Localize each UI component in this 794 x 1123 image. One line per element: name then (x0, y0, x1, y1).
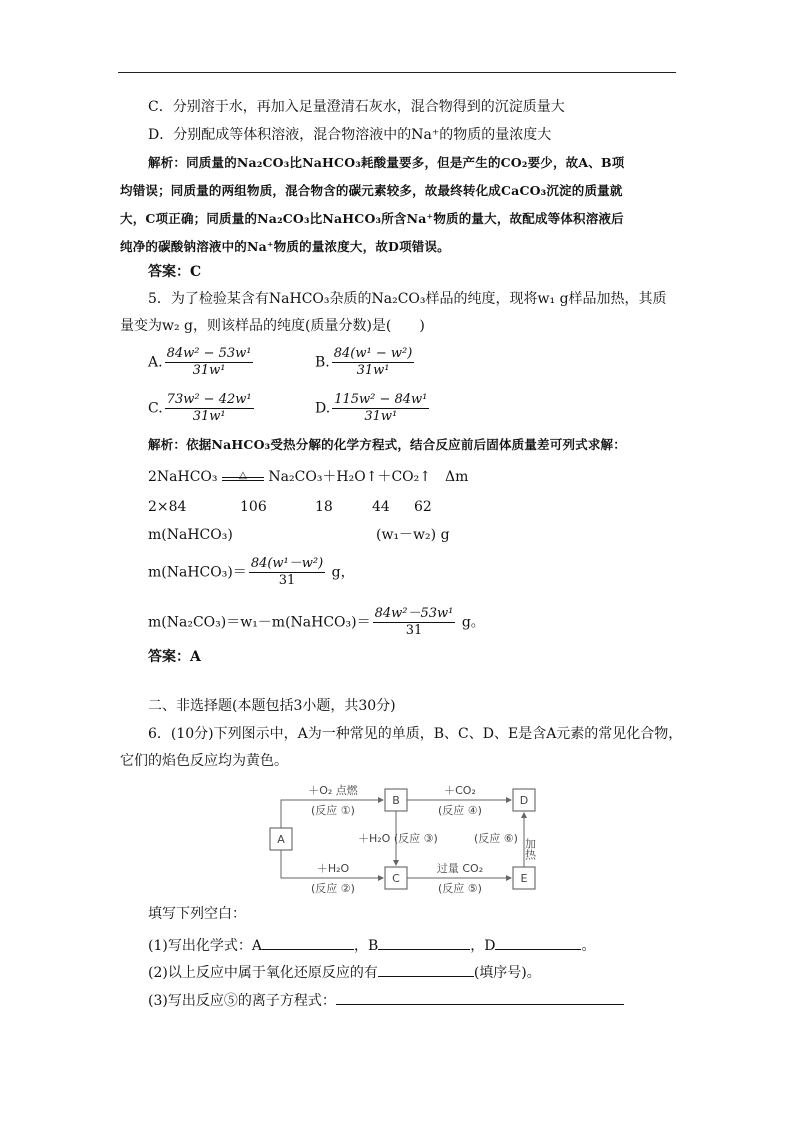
question-6-line-1: 6．(10分)下列图示中，A为一种常见的单质，B、C、D、E是含A元素的常见化合物， (148, 726, 683, 742)
mass-equation-1-fraction: $\frac{\text{84(w¹－w²)}}{31}$ (250, 556, 324, 588)
ratio-2x84: 2×84 (148, 499, 187, 515)
part-3: (3)写出反应⑤的离子方程式： (148, 990, 624, 1010)
solution-4-line-2: 均错误；同质量的两组物质，混合物含的碳元素较多，故最终转化成CaCO₃沉淀的质量就 (120, 183, 623, 198)
label-ab-bottom: (反应 ①) (311, 804, 355, 817)
solution-4-line-4: 纯净的碳酸钠溶液中的Na⁺物质的量浓度大，故D项错误。 (120, 239, 450, 254)
option-5a: A. $\frac{\text{84w² − 53w¹}}{\text{31w¹}}$ (148, 346, 252, 378)
node-a-label: A (277, 833, 285, 846)
ratio-44: 44 (372, 499, 390, 515)
blank-b[interactable] (378, 935, 470, 950)
header-rule (118, 72, 676, 73)
answer-5: 答案：A (148, 649, 201, 665)
node-b-label: B (392, 794, 400, 807)
label-bc: ＋H₂O (反应 ③) (358, 832, 438, 845)
option-5d-fraction: $\frac{\text{115w² − 84w¹}}{\text{31w¹}}$ (334, 392, 428, 424)
solution-4-line-3: 大，C项正确；同质量的Na₂CO₃比NaHCO₃所含Na⁺物质的量大，故配成等体积溶液后 (120, 211, 624, 226)
blank-ionic-equation[interactable] (336, 990, 624, 1005)
answer-4: 答案：C (148, 264, 202, 280)
ratio-106: 106 (240, 499, 267, 515)
node-c-label: C (392, 872, 400, 885)
label-bd-bottom: (反应 ④) (438, 804, 482, 817)
mass-equation-2: m(Na₂CO₃)＝w₁－m(NaHCO₃)＝ $\frac{\text{84w²－53w¹}}{31}$ g。 (148, 606, 485, 638)
blank-redox[interactable] (378, 962, 474, 977)
question-5-line-1: 5．为了检验某含有NaHCO₃杂质的Na₂CO₃样品的纯度，现将w₁ g样品加热，其质 (148, 291, 667, 307)
option-5b-fraction: $\frac{\text{84(w¹ − w²)}}{\text{31w¹}}$ (333, 346, 413, 378)
ratio-18: 18 (315, 499, 333, 515)
decomposition-equation: 2NaHCO₃ △ Na₂CO₃＋H₂O↑＋CO₂↑ Δm (148, 469, 469, 485)
label-ac-top: ＋H₂O (316, 862, 350, 875)
option-5a-fraction: $\frac{\text{84w² − 53w¹}}{\text{31w¹}}$ (166, 346, 252, 378)
section-heading: 二、非选择题(本题包括3小题，共30分) (148, 698, 396, 714)
fill-instruction: 填写下列空白： (148, 906, 246, 922)
label-ce-bottom: (反应 ⑤) (438, 882, 482, 894)
blank-d[interactable] (495, 935, 581, 950)
node-e-label: E (520, 872, 528, 885)
heat-condition: △ (222, 477, 264, 486)
blank-a[interactable] (262, 935, 354, 950)
option-d: D．分别配成等体积溶液，混合物溶液中的Na⁺的物质的量浓度大 (148, 127, 552, 143)
label-ac-bottom: (反应 ②) (311, 882, 355, 894)
mass-equation-2-fraction: $\frac{\text{84w²－53w¹}}{31}$ (374, 606, 454, 638)
label-ce-top: 过量 CO₂ (436, 862, 484, 875)
option-5c: C. $\frac{\text{73w² − 42w¹}}{\text{31w¹}}$ (148, 392, 252, 424)
label-heat: 加热 (523, 838, 537, 860)
label-ab-top: ＋O₂ 点燃 (308, 784, 358, 797)
reaction-diagram (268, 782, 558, 894)
question-5-line-2: 量变为w₂ g，则该样品的纯度(质量分数)是( ) (120, 318, 425, 334)
mass-equation-1: m(NaHCO₃)＝ $\frac{\text{84(w¹－w²)}}{31}$ g， (148, 556, 355, 588)
question-6-line-2: 它们的焰色反应均为黄色。 (120, 753, 288, 769)
label-ed: (反应 ⑥) (474, 832, 518, 845)
option-5c-fraction: $\frac{\text{73w² − 42w¹}}{\text{31w¹}}$ (166, 392, 252, 424)
node-d-label: D (519, 794, 529, 807)
solution-5-intro: 解析：依据NaHCO₃受热分解的化学方程式，结合反应前后固体质量差可列式求解： (148, 437, 626, 452)
option-5b: B. $\frac{\text{84(w¹ − w²)}}{\text{31w¹}}$ (315, 346, 413, 378)
ratio-62: 62 (414, 499, 432, 515)
option-c: C．分别溶于水，再加入足量澄清石灰水，混合物得到的沉淀质量大 (148, 99, 565, 115)
option-5d: D. $\frac{\text{115w² − 84w¹}}{\text{31w¹}}$ (315, 392, 428, 424)
label-bd-top: ＋CO₂ (444, 784, 476, 797)
mass-difference: (w₁－w₂) g (376, 527, 450, 543)
solution-4-line-1: 解析：同质量的Na₂CO₃比NaHCO₃耗酸量要多，但是产生的CO₂要少，故A、B项 (148, 155, 625, 170)
part-1: (1)写出化学式：A ，B ，D 。 (148, 935, 595, 955)
mass-label: m(NaHCO₃) (148, 527, 233, 543)
part-2: (2)以上反应中属于氧化还原反应的有 (填序号)。 (148, 962, 541, 982)
